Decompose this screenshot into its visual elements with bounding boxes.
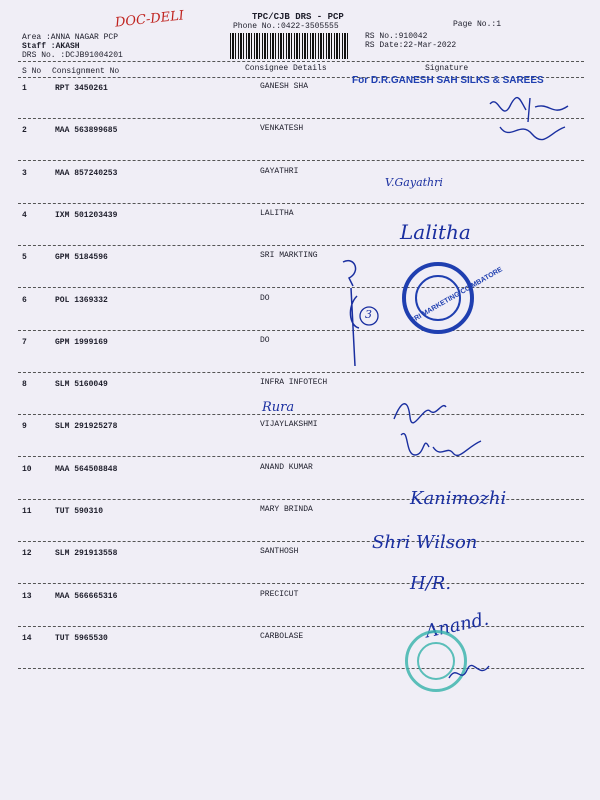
row-divider [18, 626, 584, 627]
row-consignee-name: PRECICUT [260, 590, 299, 599]
row-serial-number: 8 [22, 380, 27, 389]
sri-marketing-stamp-text: SRI MARKETING COIMBATORE [409, 266, 504, 325]
row-serial-number: 11 [22, 507, 32, 516]
rura-note: Rura [262, 400, 295, 415]
row-consignment-number: GPM 1999169 [55, 338, 108, 347]
staff-label: Staff :AKASH [22, 42, 80, 51]
row-consignee-name: SANTHOSH [260, 547, 299, 556]
circled-three-note: 3 [365, 308, 372, 321]
row-consignment-number: SLM 291913558 [55, 549, 118, 558]
santhosh-signature: H/R. [410, 573, 452, 594]
row-divider [18, 160, 584, 161]
carbolase-signature [445, 658, 495, 688]
row-consignment-number: MAA 566665316 [55, 592, 118, 601]
gayathri-signature: V.Gayathri [385, 176, 443, 189]
row-divider [18, 203, 584, 204]
handwritten-doc-deli-note: DOC-DELI [114, 8, 185, 31]
row-consignee-name: DO [260, 294, 270, 303]
row-serial-number: 5 [22, 253, 27, 262]
row-consignment-number: POL 1369332 [55, 296, 108, 305]
row-consignment-number: GPM 5184596 [55, 253, 108, 262]
row-consignment-number: MAA 563899685 [55, 126, 118, 135]
row-consignee-name: VIJAYLAKSHMI [260, 420, 318, 429]
row-divider [18, 541, 584, 542]
row-consignee-name: DO [260, 336, 270, 345]
column-header-sno: S No [22, 67, 42, 76]
row-serial-number: 13 [22, 592, 32, 601]
row-consignee-name: GANESH SHA [260, 82, 309, 91]
row-consignee-name: ANAND KUMAR [260, 463, 313, 472]
row-serial-number: 4 [22, 211, 27, 220]
row-divider [18, 583, 584, 584]
row-divider [18, 414, 584, 415]
vijaylakshmi-signature [395, 425, 490, 470]
row-serial-number: 6 [22, 296, 27, 305]
column-header-signature: Signature [425, 64, 469, 73]
page-number: Page No.:1 [453, 20, 502, 29]
row-serial-number: 10 [22, 465, 32, 474]
drs-number: DRS No. :DCJB91004201 [22, 51, 123, 60]
infra-infotech-signature [390, 395, 450, 425]
row-consignment-number: MAA 857240253 [55, 169, 118, 178]
row-divider [18, 456, 584, 457]
row-divider [18, 287, 584, 288]
row-consignee-name: CARBOLASE [260, 632, 304, 641]
lalitha-signature: Lalitha [400, 220, 471, 244]
row-consignee-name: SRI MARKTING [260, 251, 318, 260]
row-consignment-number: MAA 564508848 [55, 465, 118, 474]
row-serial-number: 1 [22, 84, 27, 93]
row-consignment-number: TUT 590310 [55, 507, 104, 516]
row-consignment-number: SLM 5160049 [55, 380, 108, 389]
column-header-consignee: Consignee Details [245, 64, 327, 73]
ganesh-silks-stamp: For D.R.GANESH SAH SILKS & SAREES [352, 75, 544, 86]
row-consignment-number: RPT 3450261 [55, 84, 108, 93]
rs-number: RS No.:910042 [365, 32, 428, 41]
row-serial-number: 7 [22, 338, 27, 347]
row-consignee-name: LALITHA [260, 209, 294, 218]
row-serial-number: 2 [22, 126, 27, 135]
rs-date: RS Date:22-Mar-2022 [365, 41, 457, 50]
row-consignee-name: GAYATHRI [260, 167, 299, 176]
row-consignee-name: INFRA INFOTECH [260, 378, 328, 387]
header-divider [18, 61, 584, 62]
column-header-consignment: Consignment No [52, 67, 120, 76]
row-divider [18, 372, 584, 373]
row-divider [18, 245, 584, 246]
row-serial-number: 12 [22, 549, 32, 558]
kanimozhi-signature: Kanimozhi [410, 488, 507, 509]
row-consignee-name: VENKATESH [260, 124, 304, 133]
row-consignment-number: TUT 5965530 [55, 634, 108, 643]
row-divider [18, 330, 584, 331]
row-consignment-number: SLM 291925278 [55, 422, 118, 431]
row-divider [18, 668, 584, 669]
row-consignment-number: IXM 501203439 [55, 211, 118, 220]
barcode [230, 33, 350, 59]
area-label: Area :ANNA NAGAR PCP [22, 33, 119, 42]
row-serial-number: 14 [22, 634, 32, 643]
document-title: TPC/CJB DRS - PCP [252, 12, 344, 22]
ganesh-signature [480, 92, 575, 147]
anand-signature: Anand. [423, 608, 491, 643]
row-serial-number: 3 [22, 169, 27, 178]
phone-number: Phone No.:0422-3505555 [233, 22, 339, 31]
ditto-bracket-mark [335, 256, 385, 381]
row-consignee-name: MARY BRINDA [260, 505, 313, 514]
wilson-signature: Shri Wilson [372, 532, 478, 553]
row-serial-number: 9 [22, 422, 27, 431]
